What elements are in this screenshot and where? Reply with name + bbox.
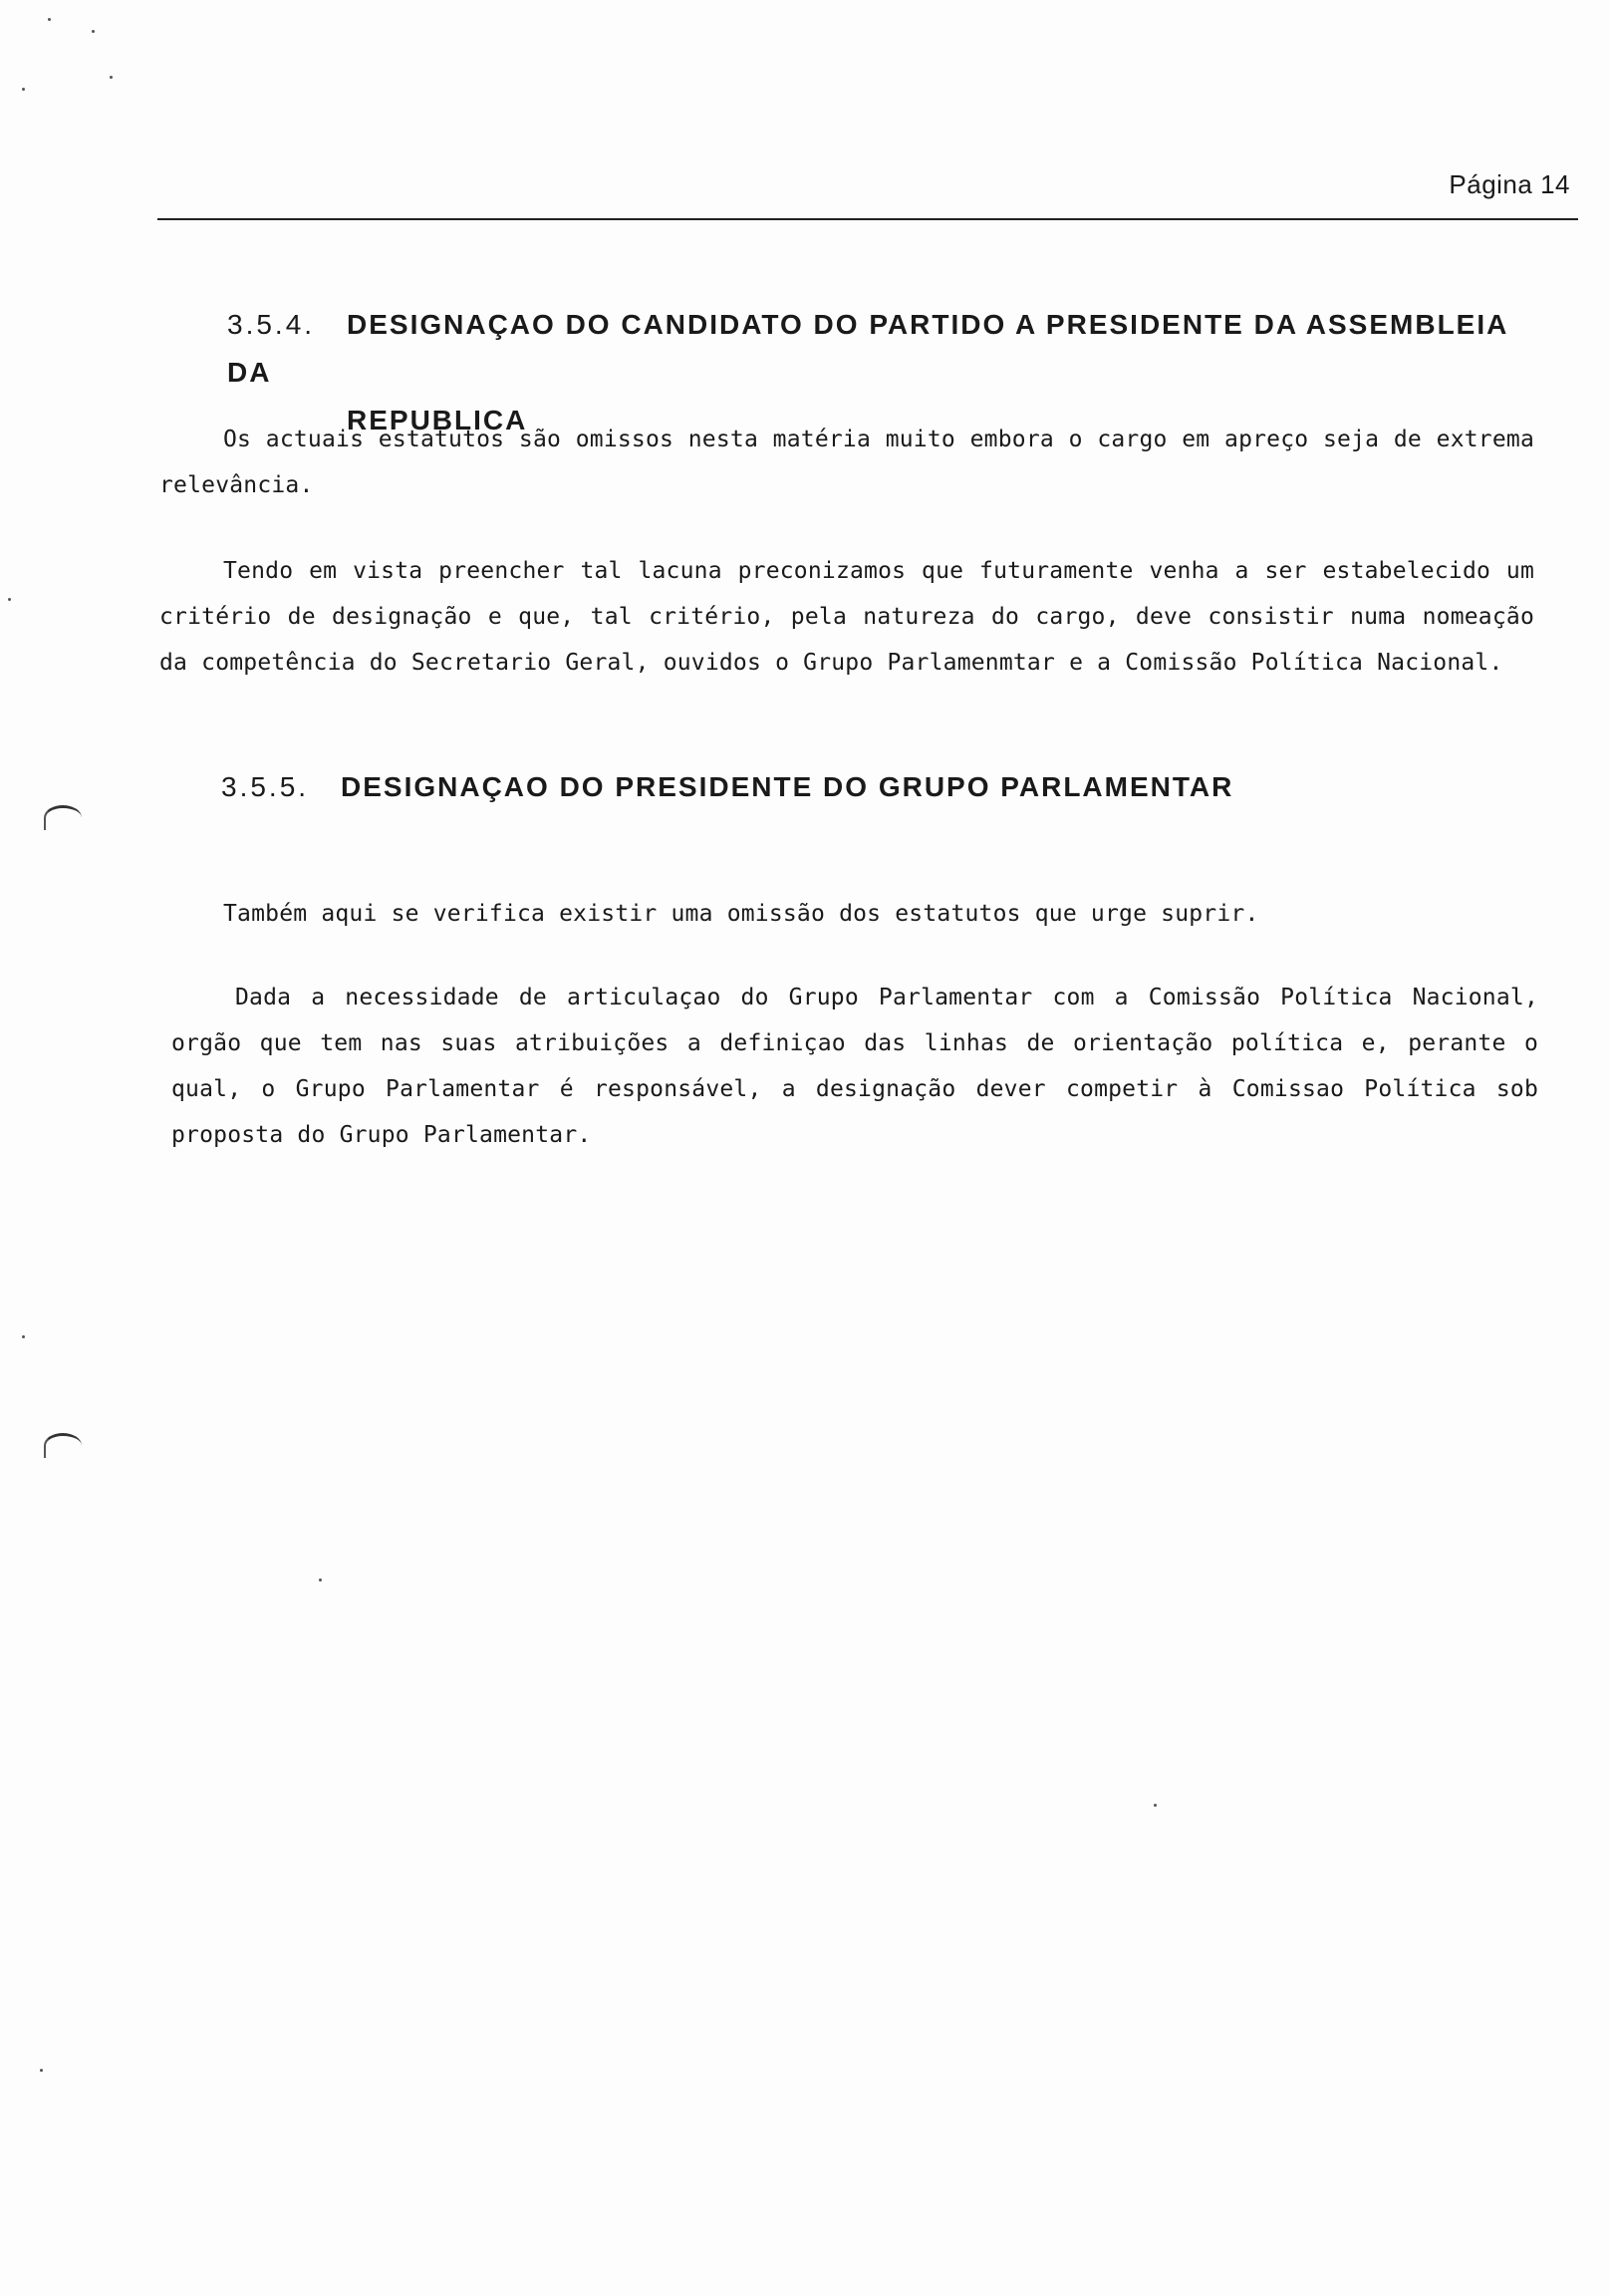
punch-hole-mark xyxy=(44,1433,82,1458)
paragraph-text: Tendo em vista preencher tal lacuna preconizamos que futuramente venha a ser estabelecido um critério de designação e que, tal critério, pela natureza do cargo, deve consistir numa nomeação da competência do Secretario Geral, ouvidos o Grupo Parlamenmtar e a Comissão Política Nacional. xyxy=(159,558,1534,676)
scan-speck xyxy=(92,30,95,33)
paragraph-text: Também aqui se verifica existir uma omissão dos estatutos que urge suprir. xyxy=(223,901,1259,927)
scan-speck xyxy=(319,1578,322,1581)
paragraph xyxy=(159,417,1534,508)
punch-hole-mark xyxy=(44,805,82,830)
paragraph xyxy=(171,975,1538,1158)
paragraph xyxy=(223,891,1538,937)
scan-speck xyxy=(40,2069,43,2072)
section-title-line1: DESIGNAÇAO DO CANDIDATO DO PARTIDO A PRESIDENTE DA ASSEMBLEIA DA xyxy=(227,309,1508,388)
scan-speck xyxy=(22,88,25,91)
section-title-line2: REPUBLICA xyxy=(347,405,528,435)
section-number: 3.5.5. xyxy=(221,771,310,802)
section-number: 3.5.4. xyxy=(227,309,316,340)
section-title-line1: DESIGNAÇAO DO PRESIDENTE DO GRUPO PARLAMENTAR xyxy=(341,771,1234,802)
scan-speck xyxy=(1154,1804,1157,1807)
paragraph-text: Os actuais estatutos são omissos nesta matéria muito embora o cargo em apreço seja de extrema relevância. xyxy=(159,427,1534,498)
scan-speck xyxy=(8,598,11,601)
section-heading-3-5-5 xyxy=(221,763,1536,811)
paragraph xyxy=(159,548,1534,686)
page-number-label: Página 14 xyxy=(1449,169,1570,199)
paragraph-text: Dada a necessidade de articulaçao do Grupo Parlamentar com a Comissão Política Nacional, orgão que tem nas suas atribuições a definiçao das linhas de orientação política e, perante o qual, o Grupo Parlamentar é responsável, a designação dever competir à Comissao Política sob proposta do Grupo Parlamentar. xyxy=(171,985,1538,1148)
scan-speck xyxy=(48,18,51,21)
scan-speck xyxy=(110,76,113,79)
header-rule xyxy=(157,218,1578,220)
scan-speck xyxy=(22,1335,25,1338)
